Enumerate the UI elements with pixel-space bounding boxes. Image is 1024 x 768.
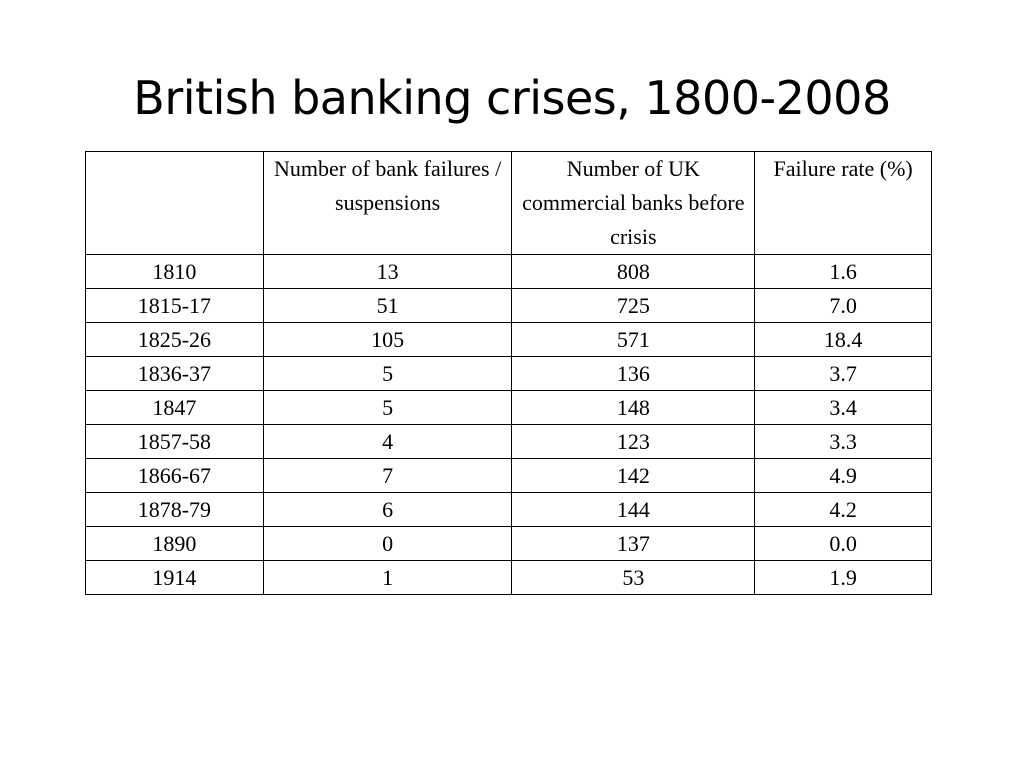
cell-failure-rate: 1.6	[755, 255, 932, 289]
table-header-row	[86, 152, 932, 255]
cell-failure-rate: 3.4	[755, 391, 932, 425]
cell-commercial-banks: 53	[512, 561, 755, 595]
cell-bank-failures: 0	[263, 527, 512, 561]
cell-failure-rate: 0.0	[755, 527, 932, 561]
cell-commercial-banks: 808	[512, 255, 755, 289]
cell-commercial-banks: 571	[512, 323, 755, 357]
cell-bank-failures: 5	[263, 391, 512, 425]
cell-bank-failures: 4	[263, 425, 512, 459]
cell-failure-rate: 7.0	[755, 289, 932, 323]
banking-crises-table	[85, 151, 932, 595]
cell-period: 1866-67	[86, 459, 264, 493]
cell-failure-rate: 3.3	[755, 425, 932, 459]
cell-commercial-banks: 136	[512, 357, 755, 391]
cell-period: 1857-58	[86, 425, 264, 459]
table-row	[86, 391, 932, 425]
table-row	[86, 255, 932, 289]
header-period	[86, 152, 264, 255]
cell-failure-rate: 18.4	[755, 323, 932, 357]
table-row	[86, 459, 932, 493]
cell-period: 1890	[86, 527, 264, 561]
header-commercial-banks: Number of UK commercial banks before crisis	[512, 152, 755, 255]
cell-commercial-banks: 148	[512, 391, 755, 425]
cell-bank-failures: 6	[263, 493, 512, 527]
table-row	[86, 425, 932, 459]
header-failure-rate: Failure rate (%)	[755, 152, 932, 255]
table-row	[86, 561, 932, 595]
cell-bank-failures: 5	[263, 357, 512, 391]
cell-commercial-banks: 123	[512, 425, 755, 459]
cell-period: 1825-26	[86, 323, 264, 357]
table-body	[86, 255, 932, 595]
cell-period: 1878-79	[86, 493, 264, 527]
cell-bank-failures: 105	[263, 323, 512, 357]
table-row	[86, 357, 932, 391]
cell-period: 1847	[86, 391, 264, 425]
cell-commercial-banks: 142	[512, 459, 755, 493]
cell-bank-failures: 7	[263, 459, 512, 493]
table-row	[86, 289, 932, 323]
cell-commercial-banks: 144	[512, 493, 755, 527]
cell-period: 1836-37	[86, 357, 264, 391]
table-row	[86, 493, 932, 527]
cell-period: 1810	[86, 255, 264, 289]
header-bank-failures: Number of bank failures / suspensions	[263, 152, 512, 255]
cell-period: 1815-17	[86, 289, 264, 323]
slide-title: British banking crises, 1800-2008	[133, 71, 891, 125]
cell-commercial-banks: 137	[512, 527, 755, 561]
cell-failure-rate: 4.9	[755, 459, 932, 493]
cell-failure-rate: 1.9	[755, 561, 932, 595]
cell-period: 1914	[86, 561, 264, 595]
table-row	[86, 323, 932, 357]
cell-failure-rate: 4.2	[755, 493, 932, 527]
cell-bank-failures: 1	[263, 561, 512, 595]
cell-commercial-banks: 725	[512, 289, 755, 323]
cell-bank-failures: 13	[263, 255, 512, 289]
table-row	[86, 527, 932, 561]
cell-bank-failures: 51	[263, 289, 512, 323]
cell-failure-rate: 3.7	[755, 357, 932, 391]
